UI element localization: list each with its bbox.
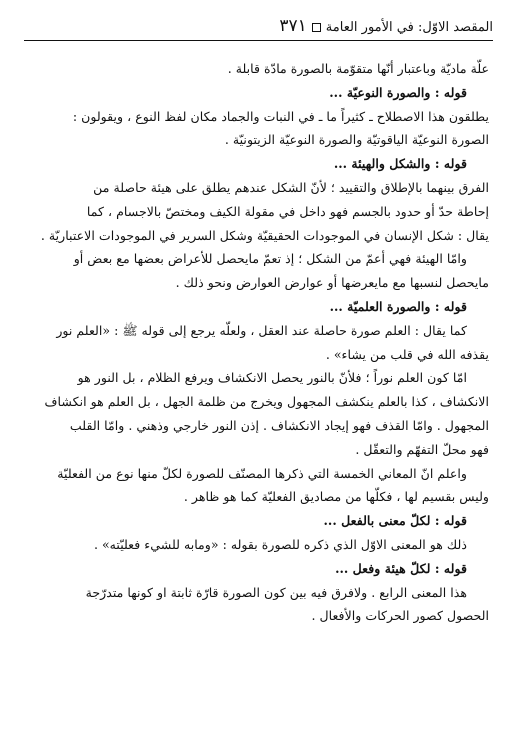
text-line: كما يقال : العلم صورة حاصلة عند العقل ، ولعلّه يرجع إلى قوله ﷺ : «العلم نور xyxy=(56,322,467,338)
text-line: المجهول . وامّا القذف فهو إيجاد الانكشاف . إذن النور خارجي وذهني . وامّا القلب xyxy=(69,417,489,433)
text-line: وامّا الهيئة فهي أعمّ من الشكل ؛ إذ تعمّ مايحصل للأعراض بعضها مع بعض أو xyxy=(73,251,467,267)
text-line: علّة ماديّة وباعتبار أنّها متقوّمة بالصورة مادّة قابلة . xyxy=(227,61,489,76)
quote-heading: قوله : لكلّ هيئة وفعل ... xyxy=(335,560,467,576)
page-number: ٣٧١ xyxy=(279,16,307,36)
text-line: ذلك هو المعنى الاوّل الذي ذكره للصورة بقوله : «ومابه للشيء فعليّته» . xyxy=(93,536,467,552)
text-line: مايحصل لنسبها مع مايعرضها أو عوارض العوارض ونحو ذلك . xyxy=(175,275,489,291)
text-line: إحاطة حدّ أو حدود بالجسم فهو داخل في مقولة الكيف ومختصّ بالاجسام ، كما xyxy=(86,203,489,219)
text-line: هذا المعنى الرابع . ولافرق فيه بين كون الصورة قارّة ثابتة او كونها متدرّجة xyxy=(85,584,467,600)
text-line: الفرق بينهما بالإطلاق والتقييد ؛ لأنّ الشكل عندهم يطلق على هيئة حاصلة من xyxy=(93,179,489,195)
page-header xyxy=(24,14,493,38)
quote-heading: قوله : لكلّ معنى بالفعل ... xyxy=(323,513,467,529)
text-line: الحصول كصور الحركات والأفعال . xyxy=(311,608,489,624)
running-title xyxy=(279,16,493,36)
text-line: امّا كون العلم نوراً ؛ فلأنّ بالنور يحصل الانكشاف ويرفع الظلام ، بل النور هو xyxy=(77,370,467,386)
header-rule xyxy=(24,40,493,41)
text-line: واعلم انّ المعاني الخمسة التي ذكرها المصنّف للصورة لكلّ منها نوع من الفعليّة xyxy=(57,465,467,481)
quote-heading: قوله : والصورة العلميّة ... xyxy=(329,298,467,314)
body-text xyxy=(22,57,489,628)
square-separator-icon xyxy=(312,23,321,32)
quote-heading: قوله : والشكل والهيئة ... xyxy=(333,156,467,172)
text-line: فهو محلّ التفهّم والتعقّل . xyxy=(355,441,489,457)
running-title-text: المقصد الاوّل: في الأمور العامة xyxy=(325,20,493,35)
text-line: الانكشاف ، كذا بالعلم ينكشف المجهول ويخرج من ظلمة الجهل ، بل العلم هو انكشاف xyxy=(44,394,489,410)
text-line: يطلقون هذا الاصطلاح ـ كثيراً ما ـ في النبات والجماد مكان لفظ النوع ، ويقولون : xyxy=(72,108,489,124)
text-line: وليس بقسيم لها ، فكلّها من مصاديق الفعليّة كما هو ظاهر . xyxy=(183,489,489,505)
text-line: يقذفه الله في قلب من يشاء» . xyxy=(325,346,489,362)
text-line: الصورة النوعيّة الياقوتيّة والصورة النوعيّة الزيتونيّة . xyxy=(224,132,489,148)
quote-heading: قوله : والصورة النوعيّة ... xyxy=(329,84,467,100)
text-line: يقال : شكل الإنسان في الموجودات الحقيقيّة وشكل السرير في الموجودات الاعتباريّة . xyxy=(40,227,489,243)
